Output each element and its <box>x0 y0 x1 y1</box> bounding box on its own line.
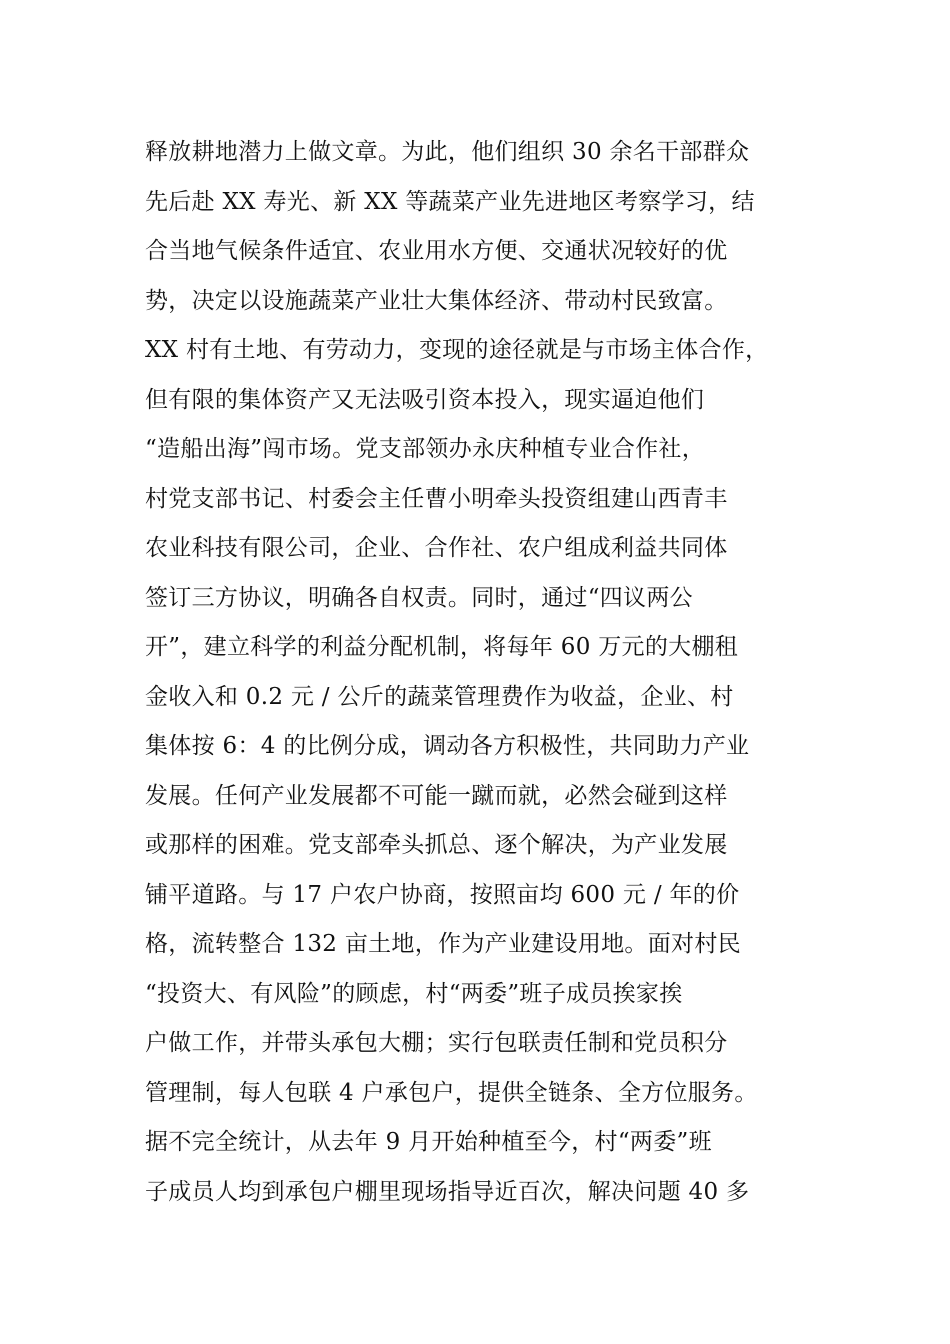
text-line: “造船出海”闯市场。党支部领办永庆种植专业合作社， <box>145 436 706 462</box>
text-line: 子成员人均到承包户棚里现场指导近百次，解决问题 40 多 <box>145 1178 750 1205</box>
text-line: 格，流转整合 132 亩土地，作为产业建设用地。面对村民 <box>145 931 741 957</box>
text-line: XX 村有土地、有劳动力，变现的途径就是与市场主体合作， <box>145 337 769 363</box>
text-line: 或那样的困难。党支部牵头抓总、逐个解决，为产业发展 <box>145 832 728 858</box>
text-line: 但有限的集体资产又无法吸引资本投入，现实逼迫他们 <box>145 386 705 413</box>
text-line: 势，决定以设施蔬菜产业壮大集体经济、带动村民致富。 <box>145 287 728 314</box>
text-line: “投资大、有风险”的顾虑，村“两委”班子成员挨家挨 <box>145 980 683 1007</box>
text-line: 发展。任何产业发展都不可能一蹴而就，必然会碰到这样 <box>145 782 728 809</box>
text-line: 开”，建立科学的利益分配机制，将每年 60 万元的大棚租 <box>145 634 739 660</box>
text-line: 金收入和 0.2 元 / 公斤的蔬菜管理费作为收益，企业、村 <box>145 683 734 710</box>
text-line: 村党支部书记、村委会主任曹小明牵头投资组建山西青丰 <box>145 485 728 512</box>
text-line: 管理制，每人包联 4 户承包户，提供全链条、全方位服务。 <box>145 1079 758 1106</box>
text-line: 签订三方协议，明确各自权责。同时，通过“四议两公 <box>145 584 693 611</box>
text-line: 户做工作，并带头承包大棚；实行包联责任制和党员积分 <box>145 1030 728 1056</box>
text-line: 农业科技有限公司，企业、合作社、农户组成利益共同体 <box>145 535 728 561</box>
text-line: 铺平道路。与 17 户农户协商，按照亩均 600 元 / 年的价 <box>145 881 740 908</box>
text-line: 合当地气候条件适宜、农业用水方便、交通状况较好的优 <box>145 238 728 264</box>
body-paragraph <box>145 128 835 1217</box>
text-line: 释放耕地潜力上做文章。为此，他们组织 30 余名干部群众 <box>145 139 750 165</box>
text-line: 据不完全统计，从去年 9 月开始种植至今，村“两委”班 <box>145 1129 712 1155</box>
text-line: 先后赴 XX 寿光、新 XX 等蔬菜产业先进地区考察学习，结 <box>145 188 755 215</box>
text-line: 集体按 6：4 的比例分成，调动各方积极性，共同助力产业 <box>145 733 750 759</box>
